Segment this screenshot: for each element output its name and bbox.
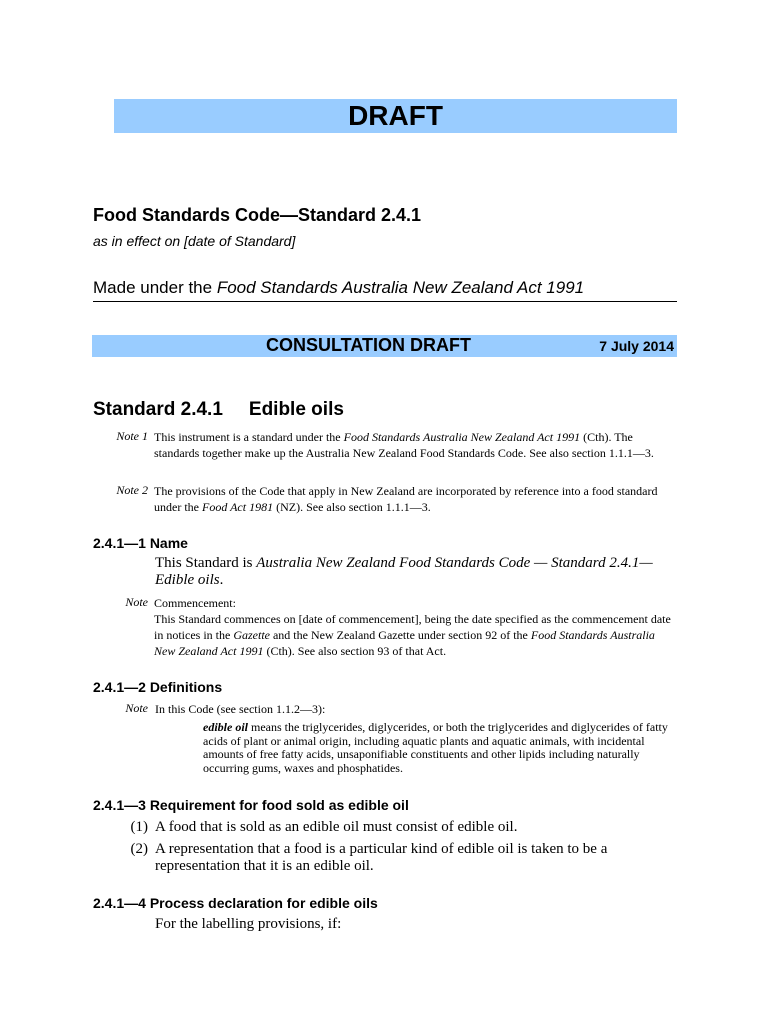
definition-edible-oil: edible oil means the triglycerides, diglycerides, or both the triglycerides and diglycerides of fatty acids of plant or animal origin, including aquatic plants and aquatic animals, with incidental amounts of free fatty acids, unsaponifiable constituents and other lipids including naturally occurring gums, waxes and phosphatides.	[203, 720, 668, 775]
note1-label: Note 1	[116, 429, 148, 443]
section-4-heading: 2.4.1—4 Process declaration for edible oils	[93, 895, 378, 911]
standard-number: Standard 2.4.1	[93, 399, 223, 420]
item-2-number: (2)	[130, 841, 148, 857]
standard-name: Edible oils	[248, 399, 344, 420]
divider	[93, 301, 677, 302]
draft-banner: DRAFT	[114, 99, 677, 133]
standard-subtitle: as in effect on [date of Standard]	[93, 233, 296, 249]
made-under-prefix: Made under the	[93, 278, 217, 297]
section-1-note	[154, 595, 679, 659]
section-1-text: This Standard is Australia New Zealand Food Standards Code — Standard 2.4.1—Edible oils.	[155, 555, 653, 588]
section-1-note-title: Commencement:	[154, 596, 236, 610]
standard-title: Food Standards Code—Standard 2.4.1	[93, 205, 422, 225]
section-2-note-text: In this Code (see section 1.1.2—3):	[155, 702, 326, 716]
section-1-heading: 2.4.1—1 Name	[93, 535, 188, 551]
consultation-bar	[92, 335, 677, 357]
section-2-heading: 2.4.1—2 Definitions	[93, 679, 223, 695]
consultation-date: 7 July 2014	[599, 338, 674, 354]
item-1-number: (1)	[130, 819, 148, 835]
section-1-note-body: This Standard commences on [date of commencement], being the date specified as the commencement date in notices in the Gazette and the New Zealand Gazette under section 92 of the Food Standards Australia New Zealand Act 1991 (Cth). See also section 93 of that Act.	[154, 612, 671, 658]
section-1-note-label: Note	[125, 595, 148, 609]
item-2-text: A representation that a food is a particular kind of edible oil is taken to be a representation that it is an edible oil.	[155, 841, 608, 874]
section-3-heading: 2.4.1—3 Requirement for food sold as edible oil	[93, 797, 409, 813]
note2-label: Note 2	[116, 483, 148, 497]
section-2-note-label: Note	[125, 701, 148, 715]
section-4-text: For the labelling provisions, if:	[155, 916, 342, 932]
item-1-text: A food that is sold as an edible oil must consist of edible oil.	[155, 819, 518, 835]
consultation-label: CONSULTATION DRAFT	[266, 335, 471, 355]
note2-text: The provisions of the Code that apply in New Zealand are incorporated by reference into a food standard under the Food Act 1981 (NZ). See also section 1.1.1—3.	[154, 484, 658, 514]
standard-heading	[93, 399, 344, 421]
made-under-line	[93, 278, 584, 298]
made-under-act: Food Standards Australia New Zealand Act 1991	[216, 278, 585, 297]
note1-text: This instrument is a standard under the Food Standards Australia New Zealand Act 1991 (Cth). The standards together make up the Australia New Zealand Food Standards Code. See also section 1.1.1—3.	[154, 430, 654, 460]
